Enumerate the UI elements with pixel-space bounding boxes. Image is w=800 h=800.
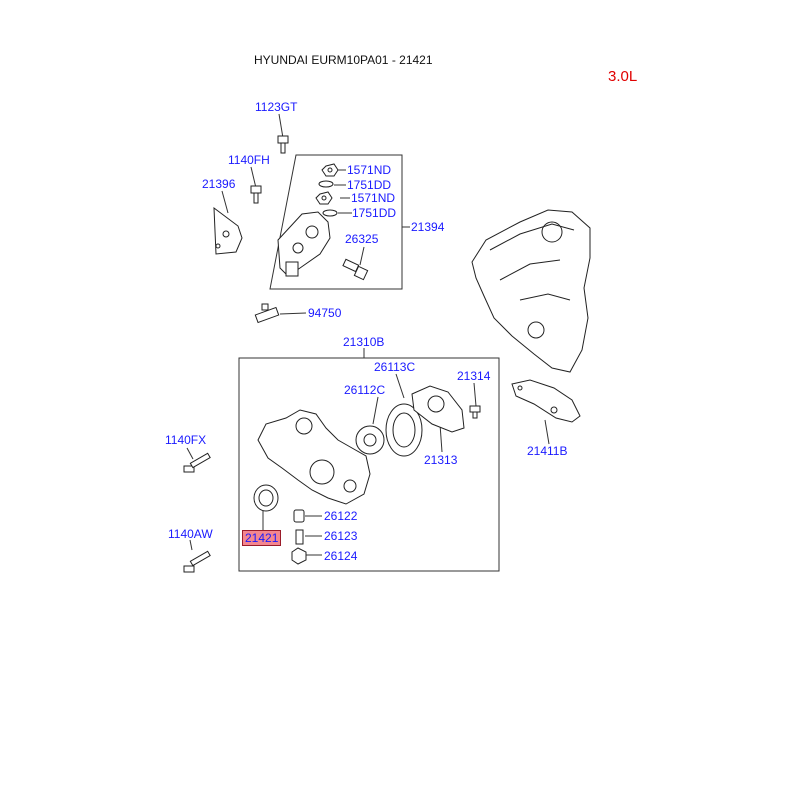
label-26123[interactable]: 26123 bbox=[324, 529, 358, 543]
engine-block-icon bbox=[472, 210, 590, 372]
diagram-title: HYUNDAI EURM10PA01 - 21421 bbox=[254, 53, 433, 67]
label-26122[interactable]: 26122 bbox=[324, 509, 358, 523]
sensor-94750-icon bbox=[255, 304, 278, 323]
oil-control-valve-icon bbox=[278, 212, 330, 276]
bolt-1140fh-icon bbox=[251, 186, 261, 203]
screw-21314-icon bbox=[470, 406, 480, 418]
nut-1571nd-icon bbox=[322, 164, 338, 176]
bolt-26325-icon bbox=[343, 259, 368, 279]
bolt-1140fx-icon bbox=[184, 453, 210, 472]
label-26113c[interactable]: 26113C bbox=[374, 360, 416, 374]
oring-1751dd-icon bbox=[319, 181, 333, 187]
label-1140aw[interactable]: 1140AW bbox=[168, 527, 213, 541]
label-21310b[interactable]: 21310B bbox=[343, 335, 385, 349]
label-21313[interactable]: 21313 bbox=[424, 453, 458, 467]
label-26124[interactable]: 26124 bbox=[324, 549, 358, 563]
gasket-21396-icon bbox=[214, 208, 242, 254]
label-1751dd-a[interactable]: 1751DD bbox=[347, 178, 392, 192]
label-1140fx[interactable]: 1140FX bbox=[165, 433, 207, 447]
label-1123gt[interactable]: 1123GT bbox=[255, 100, 298, 114]
bolt-1140aw-icon bbox=[184, 551, 210, 572]
bolt-1123gt-icon bbox=[278, 136, 288, 153]
plunger-26122-icon bbox=[294, 510, 304, 522]
inner-gear-26112c-icon bbox=[356, 426, 384, 454]
spring-26123-icon bbox=[296, 530, 303, 544]
oil-seal-21421-icon bbox=[254, 485, 278, 511]
label-26112c[interactable]: 26112C bbox=[344, 383, 386, 397]
label-26325[interactable]: 26325 bbox=[345, 232, 379, 246]
label-1571nd-b[interactable]: 1571ND bbox=[351, 191, 396, 205]
label-21396[interactable]: 21396 bbox=[202, 177, 236, 191]
gasket-21411b-icon bbox=[512, 380, 580, 422]
label-94750[interactable]: 94750 bbox=[308, 306, 342, 320]
label-1571nd-a[interactable]: 1571ND bbox=[347, 163, 392, 177]
nut-1571nd-b-icon bbox=[316, 192, 332, 204]
engine-tag: 3.0L bbox=[608, 68, 638, 85]
label-1140fh[interactable]: 1140FH bbox=[228, 153, 270, 167]
label-1751dd-b[interactable]: 1751DD bbox=[352, 206, 397, 220]
label-21394[interactable]: 21394 bbox=[411, 220, 445, 234]
label-21421-selected[interactable]: 21421 bbox=[242, 530, 281, 546]
oring-1751dd-b-icon bbox=[323, 210, 337, 216]
plug-26124-icon bbox=[292, 548, 306, 564]
label-21314[interactable]: 21314 bbox=[457, 369, 491, 383]
label-21411b[interactable]: 21411B bbox=[527, 444, 568, 458]
